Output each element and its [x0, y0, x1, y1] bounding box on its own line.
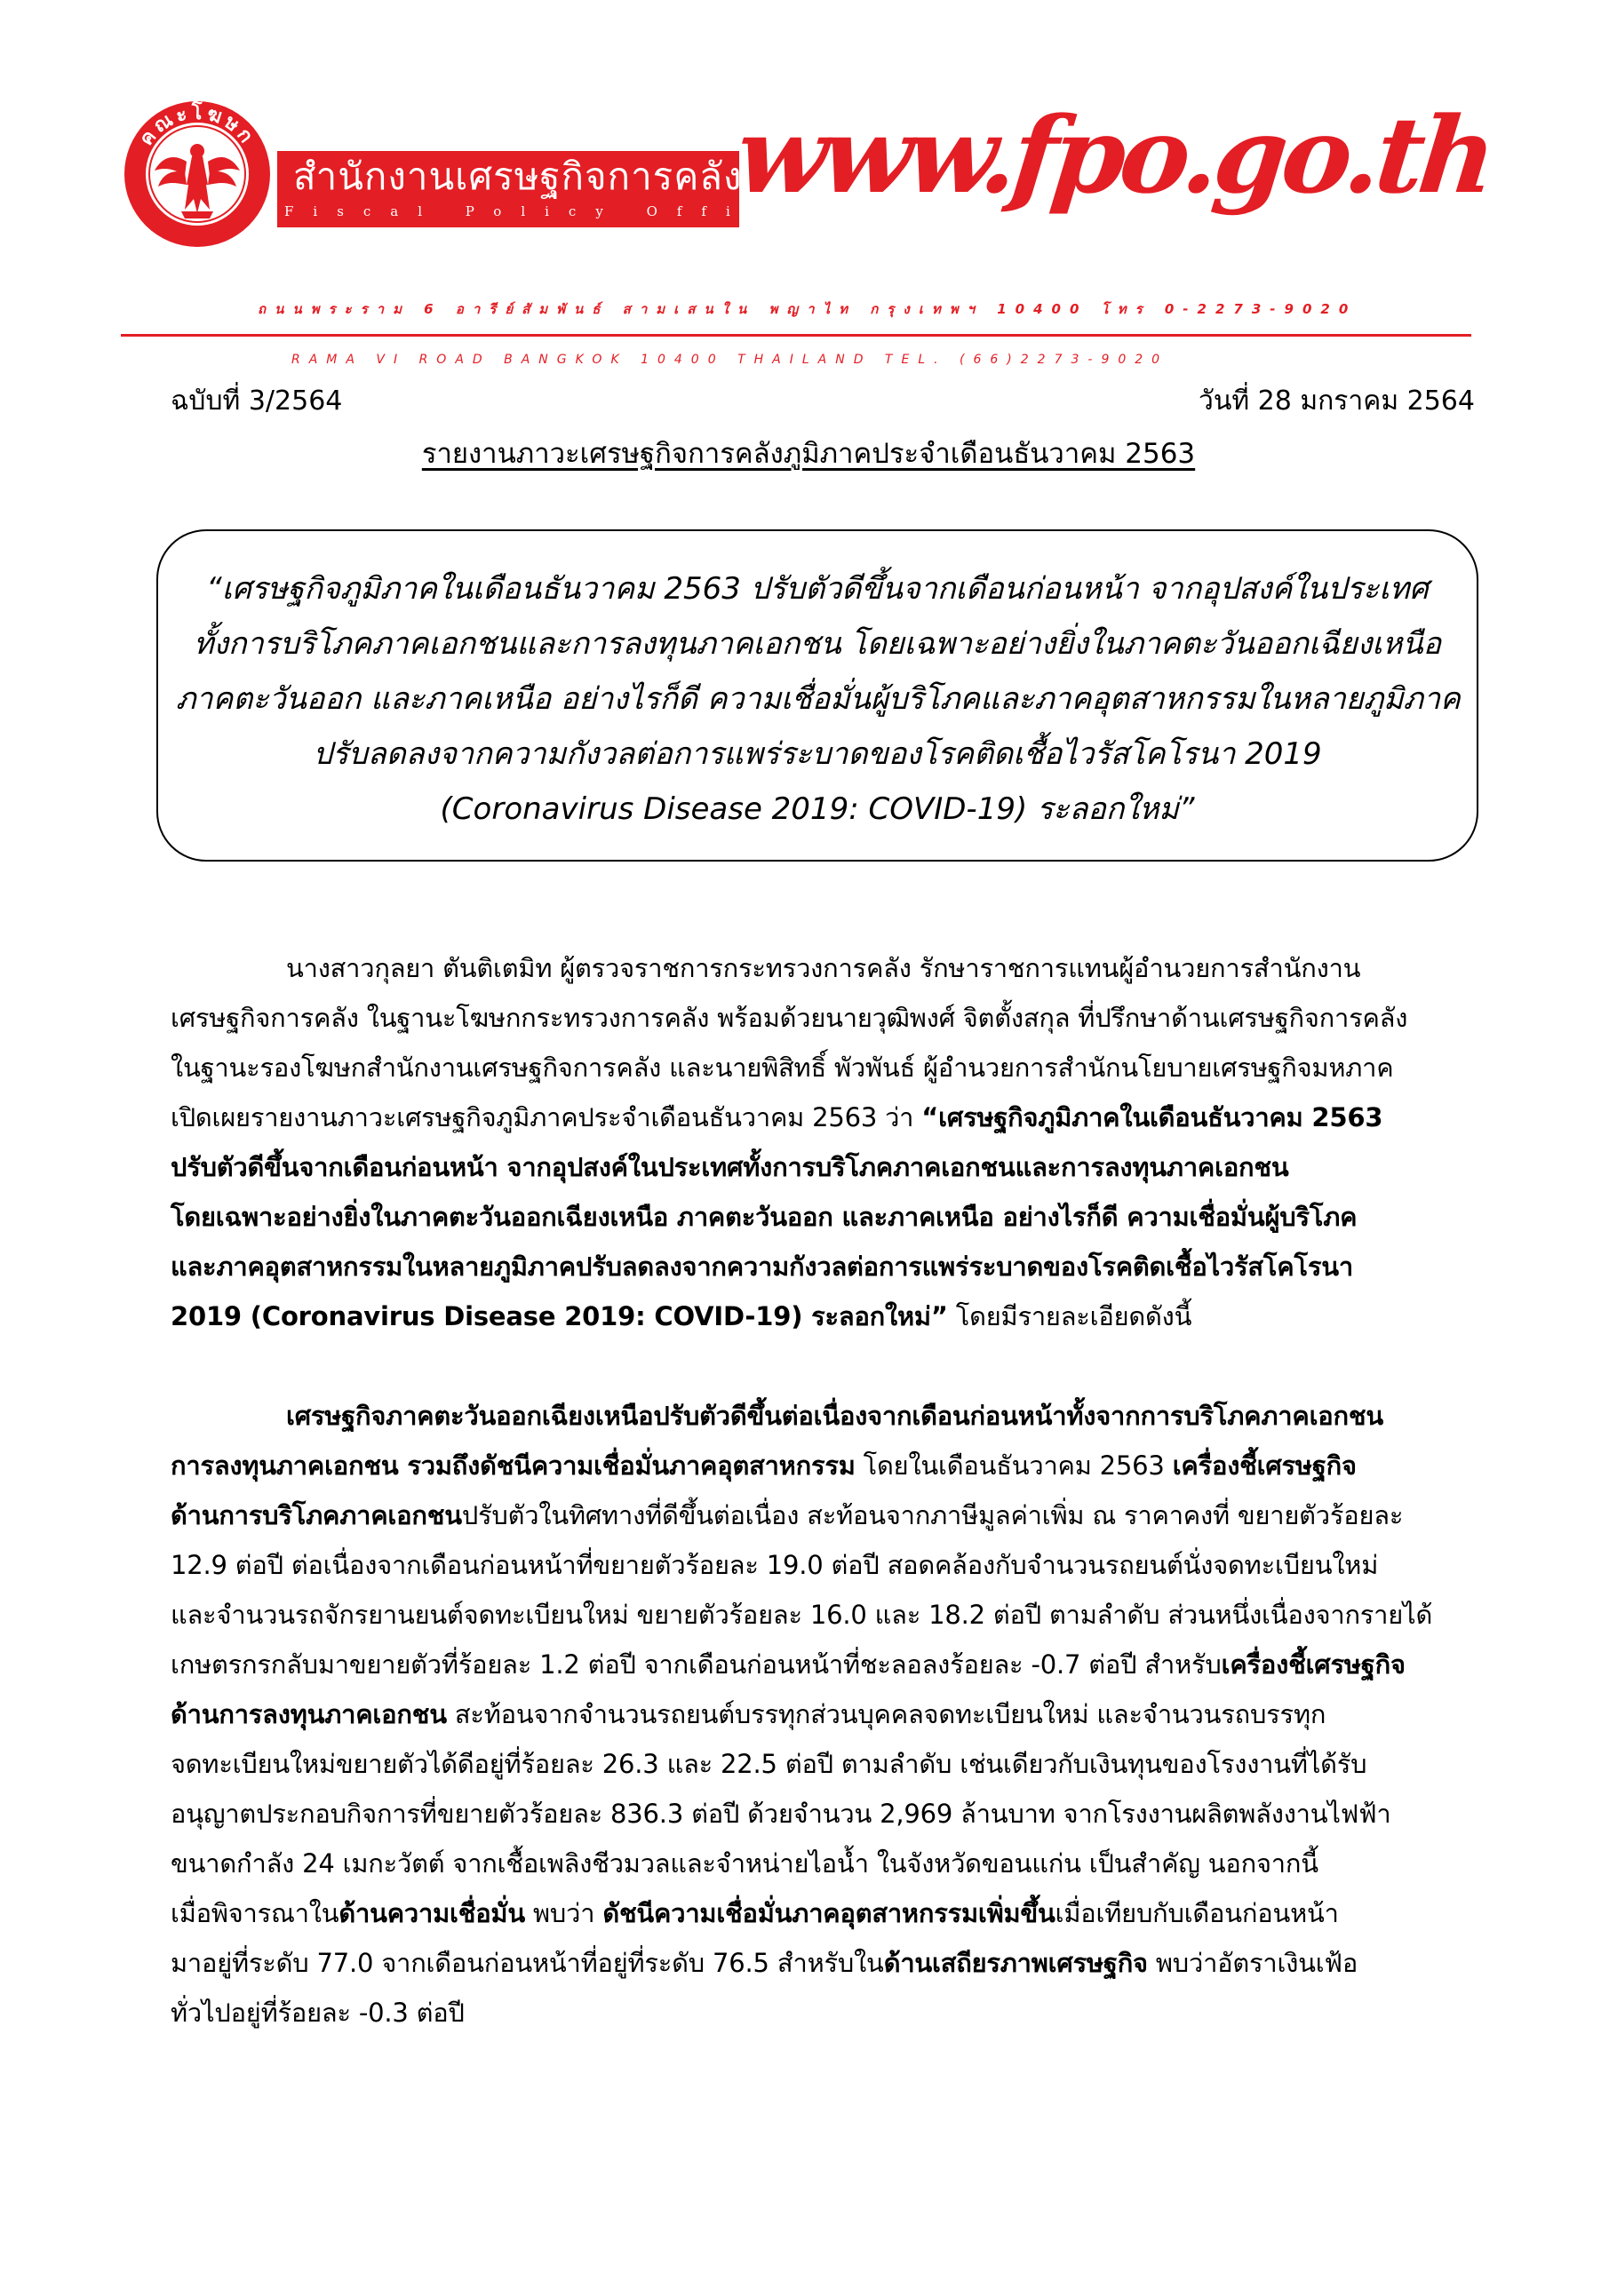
text-span: พบว่า [524, 1898, 603, 1928]
bold-text: ด้านความเชื่อมั่น [339, 1898, 525, 1928]
quote-line: ภาคตะวันออก และภาคเหนือ อย่างไรก็ดี ความเชื่อมั่นผู้บริโภคและภาคอุตสาหกรรมในหลายภูมิภาค [176, 681, 1461, 717]
bold-text: “เศรษฐกิจภูมิภาคในเดือนธันวาคม 2563 [921, 1102, 1383, 1132]
text-span: มาอยู่ที่ระดับ 77.0 จากเดือนก่อนหน้าที่อยู่ที่ระดับ 76.5 สำหรับใน [171, 1948, 884, 1978]
text-span: โดยในเดือนธันวาคม 2563 [855, 1450, 1173, 1481]
text-span: เปิดเผยรายงานภาวะเศรษฐกิจภูมิภาคประจำเดือนธันวาคม 2563 ว่า [171, 1102, 922, 1132]
paragraph-line [171, 1640, 1478, 1689]
paragraph-line: เศรษฐกิจการคลัง ในฐานะโฆษกกระทรวงการคลัง พร้อมด้วยนายวุฒิพงศ์ จิตตั้งสกุล ที่ปรึกษาด้านเศรษฐกิจการคลัง [171, 1003, 1408, 1033]
text-span: พบว่าอัตราเงินเฟ้อ [1147, 1948, 1358, 1978]
bold-text: เครื่องชี้เศรษฐกิจ [1172, 1450, 1357, 1481]
paragraph-line [171, 1490, 1478, 1540]
paragraph-line: 12.9 ต่อปี ต่อเนื่องจากเดือนก่อนหน้าที่ขยายตัวร้อยละ 19.0 ต่อปี สอดคล้องกับจำนวนรถยนต์นั่งจดทะเบียนใหม่ [171, 1550, 1379, 1580]
header-divider [121, 334, 1471, 337]
quote-line: ทั้งการบริโภคภาคเอกชนและการลงทุนภาคเอกชน โดยเฉพาะอย่างยิ่งในภาคตะวันออกเฉียงเหนือ [193, 626, 1441, 662]
bold-text: ด้านการลงทุนภาคเอกชน [171, 1699, 447, 1729]
bold-text: ดัชนีความเชื่อมั่นภาคอุตสาหกรรมเพิ่มขึ้น [602, 1898, 1055, 1928]
address-english: RAMA VI ROAD BANGKOK 10400 THAILAND TEL. (66)2273-9020 [291, 353, 1169, 367]
quote-line: “เศรษฐกิจภูมิภาคในเดือนธันวาคม 2563 ปรับตัวดีขึ้นจากเดือนก่อนหน้า จากอุปสงค์ในประเทศ [206, 571, 1429, 607]
bold-text: ด้านเสถียรภาพเศรษฐกิจ [883, 1948, 1148, 1978]
paragraph-line: ในฐานะรองโฆษกสำนักงานเศรษฐกิจการคลัง และนายพิสิทธิ์ พัวพันธ์ ผู้อำนวยการสำนักนโยบายเศรษฐกิจมหภาค [171, 1053, 1394, 1083]
paragraph-line [171, 1192, 1478, 1242]
website-logo: www.fpo.go.th [730, 93, 1497, 217]
paragraph-line: อนุญาตประกอบกิจการที่ขยายตัวร้อยละ 836.3 ต่อปี ด้วยจำนวน 2,969 ล้านบาท จากโรงงานผลิตพลังงานไฟฟ้า [171, 1799, 1391, 1829]
paragraph-line [171, 1142, 1478, 1192]
bold-text: เครื่องชี้เศรษฐกิจ [1221, 1649, 1406, 1680]
issue-date: วันที่ 28 มกราคม 2564 [1198, 385, 1475, 417]
bold-text: การลงทุนภาคเอกชน รวมถึงดัชนีความเชื่อมั่นภาคอุตสาหกรรม [171, 1450, 856, 1481]
paragraph-line: นางสาวกุลยา ตันติเตมิท ผู้ตรวจราชการกระทรวงการคลัง รักษาราชการแทนผู้อำนวยการสำนักงาน [286, 953, 1361, 983]
paragraph-line [171, 1888, 1478, 1938]
text-span: เมื่อพิจารณาใน [171, 1898, 339, 1928]
paragraph-line: ทั่วไปอยู่ที่ร้อยละ -0.3 ต่อปี [171, 1998, 465, 2028]
text-span: ปรับตัวในทิศทางที่ดีขึ้นต่อเนื่อง สะท้อนจากภาษีมูลค่าเพิ่ม ณ ราคาคงที่ ขยายตัวร้อยละ [461, 1500, 1404, 1530]
bold-text: โดยเฉพาะอย่างยิ่งในภาคตะวันออกเฉียงเหนือ ภาคตะวันออก และภาคเหนือ อย่างไรก็ดี ความเชื่อมั่นผู้บริโภค [171, 1202, 1358, 1232]
bold-text: ปรับตัวดีขึ้นจากเดือนก่อนหน้า จากอุปสงค์ในประเทศทั้งการบริโภคภาคเอกชนและการลงทุนภาคเอกชน [171, 1152, 1289, 1182]
org-name-thai: สำนักงานเศรษฐกิจการคลัง [293, 155, 743, 198]
paragraph-line [171, 1689, 1478, 1739]
paragraph-line: ขนาดกำลัง 24 เมกะวัตต์ จากเชื้อเพลิงชีวมวลและจำหน่ายไอน้ำ ในจังหวัดขอนแก่น เป็นสำคัญ นอกจากนี้ [171, 1848, 1318, 1879]
paragraph-line [171, 1441, 1478, 1490]
paragraph-line: จดทะเบียนใหม่ขยายตัวได้ดีอยู่ที่ร้อยละ 26.3 และ 22.5 ต่อปี ตามลำดับ เช่นเดียวกับเงินทุนของโรงงานที่ได้รับ [171, 1749, 1367, 1779]
paragraph-line [171, 1391, 1478, 1441]
org-name-banner [277, 151, 805, 227]
quote-line: (Coronavirus Disease 2019: COVID-19) ระลอกใหม่” [440, 791, 1195, 827]
intro-paragraph [171, 943, 1478, 1341]
bold-text: 2019 (Coronavirus Disease 2019: COVID-19) ระลอกใหม่” [171, 1301, 948, 1331]
northeast-paragraph [171, 1391, 1478, 2038]
bold-text: ด้านการบริโภคภาคเอกชน [171, 1500, 462, 1530]
address-thai: ถนนพระราม 6 อารีย์สัมพันธ์ สามเสนใน พญาไท กรุงเทพฯ 10400 โทร 0-2273-9020 [258, 301, 1358, 317]
report-title: รายงานภาวะเศรษฐกิจการคลังภูมิภาคประจำเดือนธันวาคม 2563 [421, 438, 1196, 470]
paragraph-line [171, 1092, 1478, 1142]
text-span: โดยมีรายละเอียดดังนี้ [947, 1301, 1192, 1331]
garuda-seal-logo [123, 99, 272, 249]
text-span: สะท้อนจากจำนวนรถยนต์บรรทุกส่วนบุคคลจดทะเบียนใหม่ และจำนวนรถบรรทุก [446, 1699, 1326, 1729]
summary-quote-box [156, 529, 1478, 862]
org-name-english: Fiscal Policy Office [284, 203, 805, 219]
paragraph-line [171, 1291, 1478, 1341]
quote-line: ปรับลดลงจากความกังวลต่อการแพร่ระบาดของโรคติดเชื้อไวรัสโคโรนา 2019 [313, 736, 1322, 772]
bold-text: และภาคอุตสาหกรรมในหลายภูมิภาคปรับลดลงจากความกังวลต่อการแพร่ระบาดของโรคติดเชื้อไวรัสโคโรนา [171, 1251, 1353, 1282]
seal-text: คณะโฆษก [135, 101, 259, 150]
paragraph-line [171, 1242, 1478, 1291]
paragraph-line: และจำนวนรถจักรยานยนต์จดทะเบียนใหม่ ขยายตัวร้อยละ 16.0 และ 18.2 ต่อปี ตามลำดับ ส่วนหนึ่งเนื่องจากรายได้ [171, 1600, 1433, 1630]
text-span: เกษตรกรกลับมาขยายตัวที่ร้อยละ 1.2 ต่อปี จากเดือนก่อนหน้าที่ชะลอลงร้อยละ -0.7 ต่อปี สำหรับ [171, 1649, 1222, 1680]
bold-text: เศรษฐกิจภาคตะวันออกเฉียงเหนือปรับตัวดีขึ้นต่อเนื่องจากเดือนก่อนหน้าทั้งจากการบริโภคภาคเอกชน [286, 1401, 1383, 1431]
issue-number: ฉบับที่ 3/2564 [171, 385, 343, 417]
text-span: เมื่อเทียบกับเดือนก่อนหน้า [1055, 1898, 1339, 1928]
paragraph-line [171, 1938, 1478, 1988]
